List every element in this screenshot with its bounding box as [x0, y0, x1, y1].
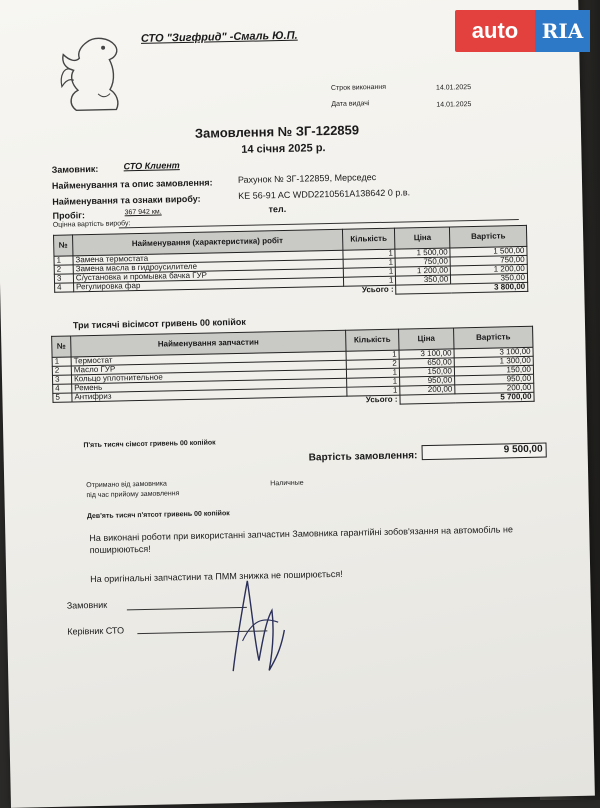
customer-sign-label: Замовник [66, 599, 108, 611]
received-label-1: Отримано від замовника [86, 480, 167, 490]
table-row: 3 С/установка и промывка бачка ГУР 1 1 200,00 1 200,00 [54, 264, 527, 283]
phone-label: тел. [268, 203, 287, 215]
order-total-value: 9 500,00 [421, 443, 546, 461]
dragon-logo [57, 33, 131, 116]
col-num: № [54, 235, 73, 256]
product-label: Найменування та ознаки виробу: [52, 193, 201, 207]
order-total-label: Вартість замовлення: [308, 450, 418, 464]
col-price: Ціна [395, 227, 450, 249]
customer-value: СТО Клиент [123, 160, 180, 172]
estimate-label: Оцінна вартість виробу: [52, 220, 131, 229]
table-row: 3 Кольцо уплотнительное 1 150,00 150,00 [52, 365, 533, 384]
table-row: 4 Регулировка фар 1 350,00 350,00 [55, 273, 528, 292]
table-row: 2 Масло ГУР 2 650,00 1 300,00 [52, 356, 533, 375]
col-total: Вартість [450, 225, 527, 248]
autoria-logo-auto: auto [455, 10, 535, 52]
table-row: 4 Ремень 1 950,00 950,00 [53, 374, 534, 393]
signature-scribble [221, 570, 293, 681]
order-name-label: Найменування та опис замовлення: [51, 177, 213, 191]
table-row: 1 Замена термостата 1 1 500,00 1 500,00 [54, 246, 527, 265]
parts-total-words: П'ять тисяч сімсот гривень 00 копійок [83, 439, 216, 450]
table-row: 2 Замена масла в гидроусилителе 1 750,00 750,00 [54, 255, 527, 274]
works-subtotal-label: Усього : [361, 284, 394, 295]
issue-date-label: Дата видачі [331, 100, 370, 108]
order-date: 14 січня 2025 р. [241, 142, 326, 156]
table-row: 1 Термостат 1 3 100,00 3 100,00 [52, 347, 533, 366]
works-subtotal-value: 3 800,00 [396, 282, 528, 294]
table-row: 5 Антифриз 1 200,00 200,00 [53, 383, 534, 402]
parts-subtotal-value: 5 700,00 [400, 392, 534, 404]
warranty-note: На виконані роботи при використанні запчастин Замовника гарантійні зобов'язання на автомобіль не поширюються! [89, 524, 514, 556]
works-table [53, 225, 528, 302]
order-title: Замовлення № ЗГ-122859 [194, 122, 360, 141]
issue-date-value: 14.01.2025 [436, 101, 472, 109]
parts-table: № Найменування запчастин Кількість Ціна Вартість 1 Термостат 1 3 100,00 3 100,00 2 Масло ГУР 2 650,00 1 300,00 3 Кольцо уплотнительное 1 150,00 150,00 4 Ремень 1 950,00 950,00 5 Антифриз 1 200,00 200,00 Усього : 5 700,00 [51, 326, 534, 412]
product-value: KE 56-91 AC WDD2210561A138642 0 р.в. [238, 187, 411, 201]
company-name: СТО "Зигфрид" -Смаль Ю.П. [140, 29, 298, 45]
parts-subtotal-label: Усього : [365, 394, 398, 405]
term-label: Строк виконання [330, 83, 387, 92]
mileage-label: Пробіг: [52, 210, 85, 221]
col-qty: Кількість [342, 228, 395, 250]
customer-label: Замовник: [51, 163, 99, 175]
autoria-logo-ria: RIA [535, 10, 590, 52]
mileage-value: 367 942 км. [124, 208, 162, 217]
order-total-words: Дев'ять тисяч п'ятсот гривень 00 копійок [86, 510, 230, 521]
received-label-2: під час прийому замовлення [86, 490, 180, 500]
term-value: 14.01.2025 [435, 84, 472, 92]
col-name: Найменування (характеристика) робіт [72, 229, 342, 256]
discount-note: На оригінальні запчастини та ПММ знижка не поширюється! [90, 568, 343, 585]
manager-sign-label: Керівник СТО [67, 625, 125, 637]
works-total-words: Три тисячі вісімсот гривень 00 копійок [72, 316, 246, 331]
order-name-value: Рахунок № ЗГ-122859, Мерседес [237, 172, 377, 185]
payment-type: Наличные [270, 479, 304, 488]
